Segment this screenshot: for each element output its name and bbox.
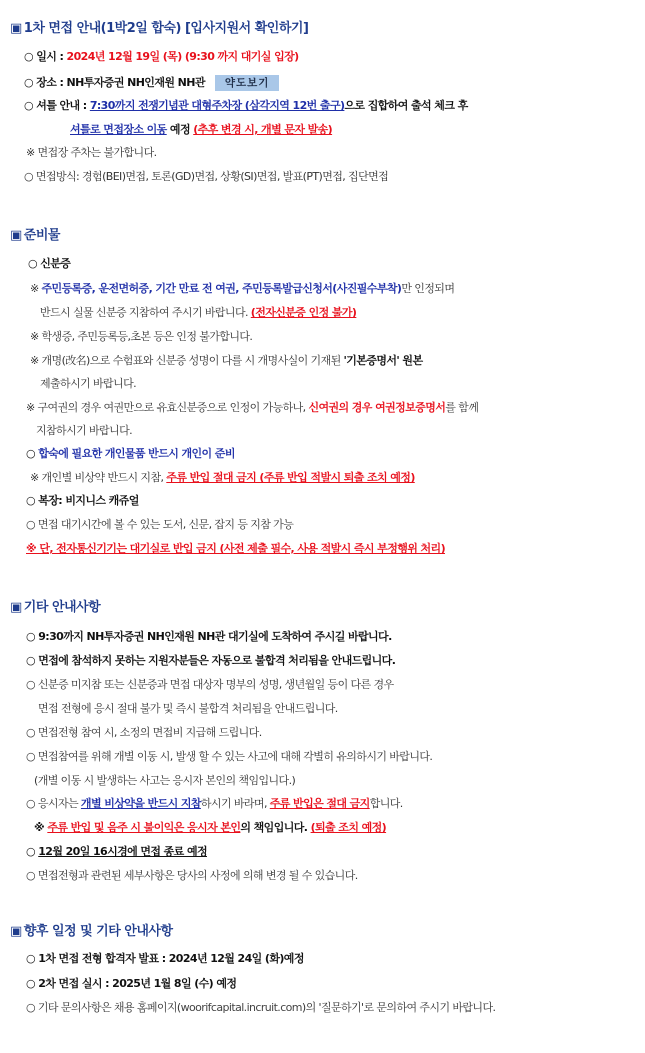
liquor-note: ※ 주류 반입 및 음주 시 불이익은 응시자 본인의 책임입니다. (퇴출 조치 예정) (34, 821, 387, 834)
passport-note: ※ 구여권의 경우 여권만으로 유효신분증으로 인정이 가능하나, 신여권의 경우 여권정보증명서를 함께 (26, 401, 479, 414)
bullet-circle-icon: ○ (26, 1001, 35, 1014)
recruit-site-link[interactable]: woorifcapital.incruit.com (180, 1001, 302, 1014)
passport-note-2: 지참하시기 바랍니다. (36, 424, 133, 437)
absent-line: ○ 면접에 참석하지 못하는 지원자분들은 자동으로 불합격 처리됨을 안내드립니다. (26, 654, 396, 667)
bullet-circle-icon: ○ (26, 494, 35, 507)
result-line: ○ 1차 면접 전형 합격자 발표 : 2024년 12월 24일 (화)예정 (26, 952, 304, 965)
bullet-circle-icon: ○ (26, 797, 35, 810)
section-square-icon: ▣ (10, 21, 22, 36)
section-title-schedule: ▣ 향후 일정 및 기타 안내사항 (10, 924, 173, 939)
map-button[interactable]: 약도보기 (215, 75, 280, 91)
end-line: ○ 12월 20일 16시경에 면접 종료 예정 (26, 845, 207, 858)
rename-note-2: 제출하시기 바랍니다. (40, 377, 137, 390)
id-heading: ○ 신분증 (28, 257, 71, 270)
goods-line: ○ 합숙에 필요한 개인물품 반드시 개인이 준비 (26, 447, 235, 460)
section-title-supplies: ▣ 준비물 (10, 228, 60, 243)
bullet-circle-icon: ○ (26, 869, 35, 882)
bullet-circle-icon: ○ (26, 518, 35, 531)
place-line: ○ 장소 : NH투자증권 NH인재원 NH관 약도보기 (24, 75, 279, 91)
second-interview-line: ○ 2차 면접 실시 : 2025년 1월 8일 (수) 예정 (26, 977, 237, 990)
section-square-icon: ▣ (10, 228, 22, 243)
safety-line-2: (개별 이동 시 발생하는 사고는 응시자 본인의 책임입니다.) (34, 774, 296, 787)
date-line: ○ 일시 : 2024년 12월 19일 (목) (9:30 까지 대기실 입장) (24, 50, 299, 63)
meds-line: ○ 응시자는 개별 비상약을 반드시 지참하시기 바라며, 주류 반입은 절대 금지합니다. (26, 797, 403, 810)
fee-line: ○ 면접전형 참여 시, 소정의 면접비 지급해 드립니다. (26, 726, 262, 739)
device-note: ※ 단, 전자통신기기는 대기실로 반입 금지 (사전 제출 필수, 사용 적발시 즉시 부정행위 처리) (26, 542, 445, 555)
dress-line: ○ 복장: 비지니스 캐쥬얼 (26, 494, 139, 507)
bullet-circle-icon: ○ (26, 726, 35, 739)
shuttle-line-2: 셔틀로 면접장소 이동 예정 (추후 변경 시, 개별 문자 발송) (70, 123, 333, 136)
id-note-2: 반드시 실물 신분증 지참하여 주시기 바랍니다. (전자신분증 인정 불가) (40, 306, 357, 319)
bullet-circle-icon: ○ (24, 170, 33, 183)
bullet-circle-icon: ○ (26, 952, 35, 965)
change-line: ○ 면접전형과 관련된 세부사항은 당사의 사정에 의해 변경 될 수 있습니다. (26, 869, 358, 882)
shuttle-line: ○ 셔틀 안내 : 7:30까지 전쟁기념관 대형주차장 (삼각지역 12번 출구)으로 집합하여 출석 체크 후 (24, 99, 468, 112)
mismatch-line: ○ 신분증 미지참 또는 신분증과 면접 대상자 명부의 성명, 생년월일 등이 다른 경우 (26, 678, 394, 691)
rename-note: ※ 개명(改名)으로 수험표와 신분증 성명이 다를 시 개명사실이 기재된 '기본증명서' 원본 (30, 354, 423, 367)
bullet-circle-icon: ○ (26, 654, 35, 667)
section-title-other: ▣ 기타 안내사항 (10, 600, 101, 615)
bullet-circle-icon: ○ (26, 977, 35, 990)
parking-note: ※ 면접장 주차는 불가합니다. (26, 146, 157, 159)
bullet-circle-icon: ○ (26, 630, 35, 643)
goods-note: ※ 개인별 비상약 반드시 지참, 주류 반입 절대 금지 (주류 반입 적발시 퇴출 조치 예정) (30, 471, 415, 484)
bullet-circle-icon: ○ (26, 845, 35, 858)
bullet-circle-icon: ○ (26, 447, 35, 460)
arrive-line: ○ 9:30까지 NH투자증권 NH인재원 NH관 대기실에 도착하여 주시길 바랍니다. (26, 630, 392, 643)
section-square-icon: ▣ (10, 600, 22, 615)
bullet-circle-icon: ○ (26, 750, 35, 763)
student-id-note: ※ 학생증, 주민등록등,초본 등은 인정 불가합니다. (30, 330, 253, 343)
safety-line: ○ 면접참여를 위해 개별 이동 시, 발생 할 수 있는 사고에 대해 각별히 유의하시기 바랍니다. (26, 750, 433, 763)
bullet-circle-icon: ○ (24, 76, 33, 89)
bullet-circle-icon: ○ (26, 678, 35, 691)
section-square-icon: ▣ (10, 924, 22, 939)
bullet-circle-icon: ○ (24, 50, 33, 63)
section-title-interview: ▣ 1차 면접 안내(1박2일 합숙) [입사지원서 확인하기] (10, 21, 309, 36)
bullet-circle-icon: ○ (24, 99, 33, 112)
bullet-circle-icon: ○ (28, 257, 37, 270)
id-note: ※ 주민등록증, 운전면허증, 기간 만료 전 여권, 주민등록발급신청서(사진필수부착)만 인정되며 (30, 282, 455, 295)
books-line: ○ 면접 대기시간에 볼 수 있는 도서, 신문, 잡지 등 지참 가능 (26, 518, 294, 531)
method-line: ○ 면접방식: 경험(BEI)면접, 토론(GD)면접, 상황(SI)면접, 발표(PT)면접, 집단면접 (24, 170, 389, 183)
mismatch-line-2: 면접 전형에 응시 절대 불가 및 즉시 불합격 처리됨을 안내드립니다. (38, 702, 338, 715)
applicant-form-link[interactable]: [입사지원서 확인하기] (184, 21, 309, 36)
contact-line: ○ 기타 문의사항은 채용 홈페이지(woorifcapital.incruit.com)의 '질문하기'로 문의하여 주시기 바랍니다. (26, 1001, 496, 1014)
